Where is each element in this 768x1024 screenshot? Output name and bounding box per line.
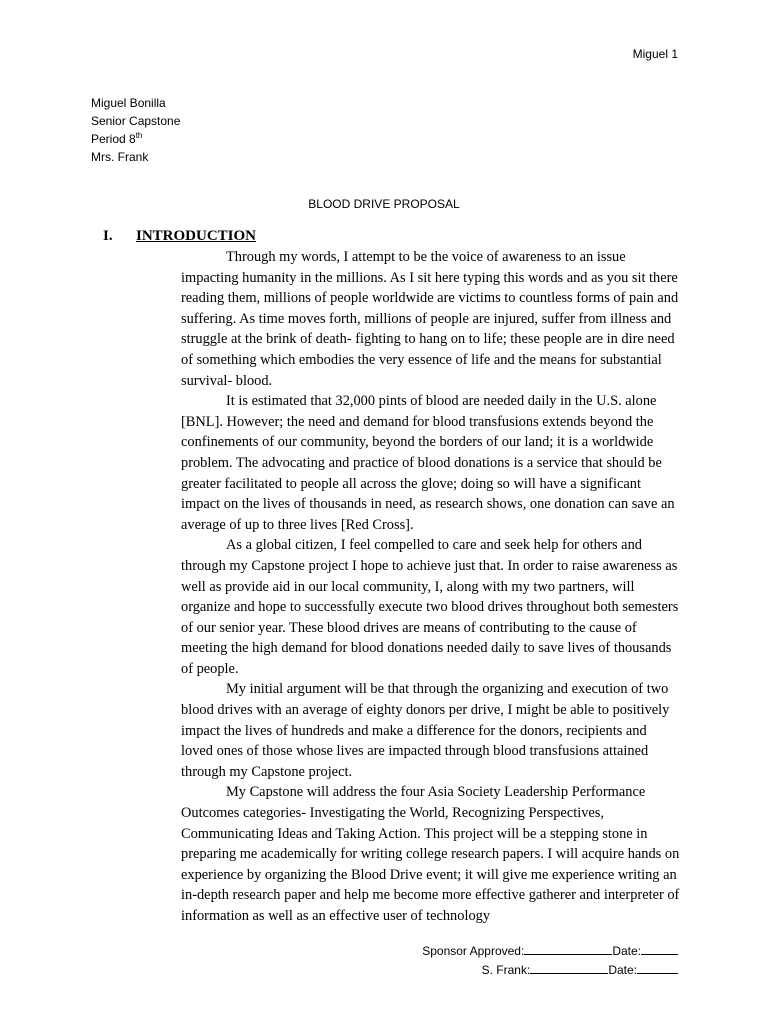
teacher-name: Mrs. Frank [91,150,149,164]
student-info-block [91,94,180,166]
class-period-suffix: th [135,131,143,140]
paragraph: Through my words, I attempt to be the voice of awareness to an issue impacting humanity in the millions. As I sit here typing this words and as you sit there reading them, millions of people worldwide are victims to countless forms of pain and suffering. As time moves forth, millions of people are injured, suffer from illness and struggle at the brink of death- fighting to hang on to life; these people are in dire need of something which embodies the very essence of life and the means for substantial survival- blood. [181,249,679,389]
paragraph: My initial argument will be that through the organizing and execution of two blood drives with an average of eighty donors per drive, I might be able to positively impact the lives of hundreds and make a difference for the donors, recipients and loved ones of those whose lives are impacted through blood transfusions attained through my Capstone project. [181,681,670,780]
teacher-signature-blank [530,962,608,974]
class-period-text: Period 8 [91,132,136,146]
teacher-signature-label: S. Frank: [481,963,531,977]
sponsor-approved-label: Sponsor Approved: [422,944,525,958]
paragraph: My Capstone will address the four Asia Society Leadership Performance Outcomes categories- Investigating the World, Recognizing Perspectives, Communicating Ideas and Taking Action. This project will be a stepping stone in preparing me academically for writing college research papers. I will acquire hands on experience by organizing the Blood Drive event; it will give me experience writing an in-depth research paper and help me become more effective gatherer and interpreter of information as well as an effective user of technology [181,784,680,924]
paragraph: As a global citizen, I feel compelled to care and seek help for others and through my Capstone project I hope to achieve just that. In order to raise awareness as well as provide aid in our local community, I, along with my two partners, will organize and hope to successfully execute two blood drives throughout both semesters of our senior year. These blood drives are means of contributing to the cause of meeting the high demand for blood donations needed daily to save lives of thousands of people. [181,537,679,677]
sponsor-date-label: Date: [612,944,641,958]
teacher-approval-line [422,961,678,980]
signature-block [422,942,678,980]
student-name: Miguel Bonilla [91,96,166,110]
document-title: BLOOD DRIVE PROPOSAL [308,197,460,211]
class-period [91,130,180,148]
introduction-body [181,247,681,927]
section-numeral: I. [103,228,113,244]
page-header [633,47,678,61]
sponsor-date-blank [641,943,678,955]
course-name: Senior Capstone [91,114,181,128]
section-heading [103,228,256,245]
paragraph: It is estimated that 32,000 pints of blood are needed daily in the U.S. alone [BNL]. However; the need and demand for blood transfusions extends beyond the confinements of our community, beyond the borders of our land; it is a worldwide problem. The advocating and practice of blood donations is a service that should be greater facilitated to people all across the glove; doing so will have a significant impact on the lives of thousands in need, as research shows, one donation can save an average of up to three lives [Red Cross]. [181,393,675,533]
section-title: INTRODUCTION [136,228,257,244]
sponsor-approval-line [422,942,678,961]
sponsor-signature-blank [524,943,612,955]
teacher-date-label: Date: [608,963,637,977]
page-number-label: Miguel 1 [632,47,678,61]
teacher-date-blank [637,962,678,974]
